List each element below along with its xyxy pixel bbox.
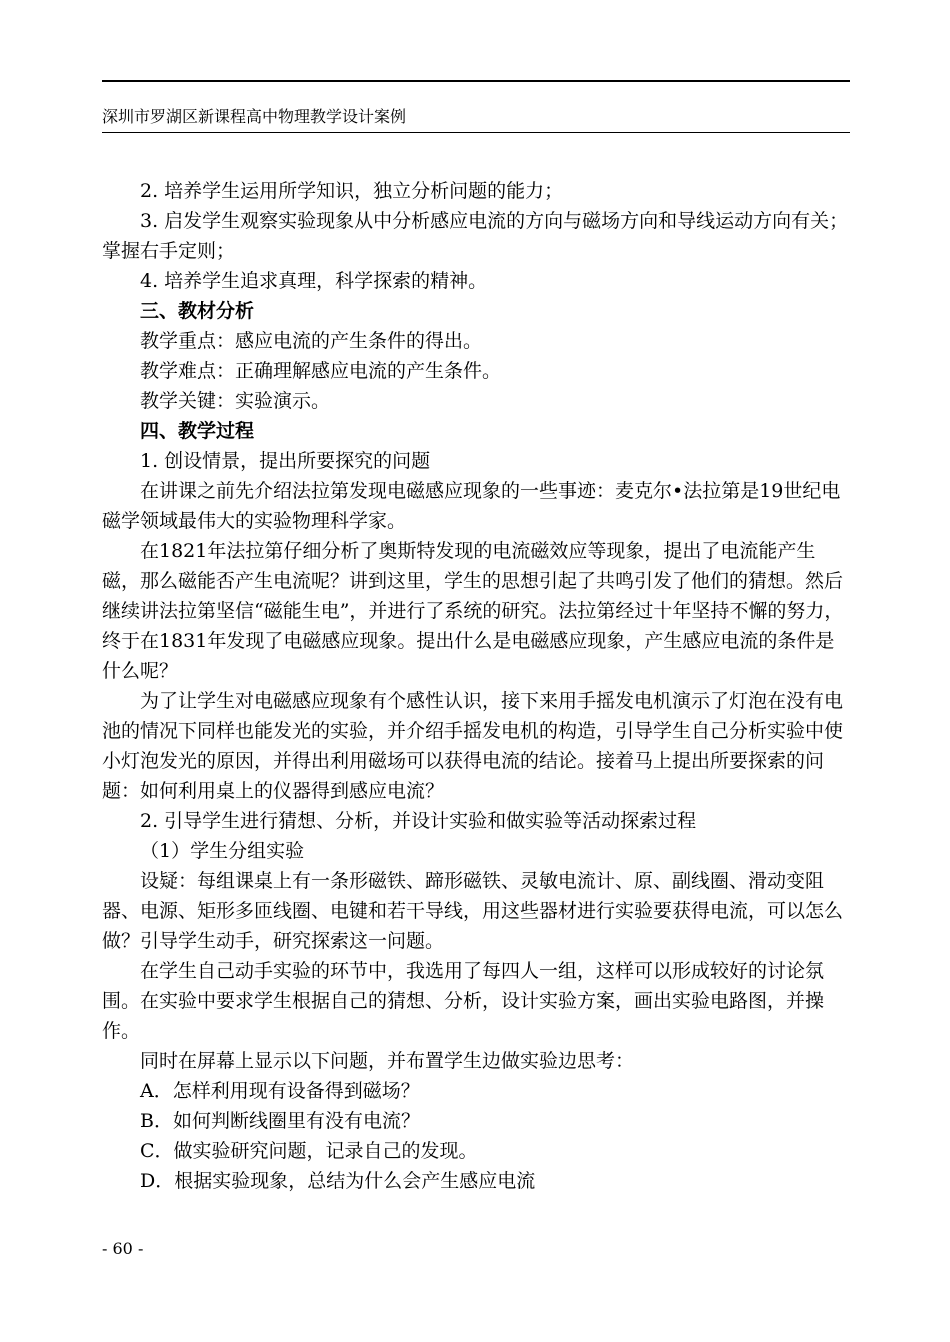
objective-4: 4. 培养学生追求真理，科学探索的精神。	[140, 270, 488, 292]
paragraph-group-discussion: 在学生自己动手实验的环节中，我选用了每四人一组，这样可以形成较好的讨论氛围。在实验中要求学生根据自己的猜想、分析，设计实验方案，画出实验电路图，并操作。	[102, 960, 825, 1042]
paragraph-question-setup: 设疑：每组课桌上有一条形磁铁、蹄形磁铁、灵敏电流计、原、副线圈、滑动变阻器、电源、矩形多匝线圈、电键和若干导线，用这些器材进行实验要获得电流，可以怎么做？引导学生动手，研究探索这一问题。	[102, 870, 844, 952]
objective-2: 2. 培养学生运用所学知识，独立分析问题的能力；	[140, 180, 564, 202]
teaching-difficulty: 教学难点：正确理解感应电流的产生条件。	[140, 360, 502, 382]
paragraph-faraday-intro: 在讲课之前先介绍法拉第发现电磁感应现象的一些事迹：麦克尔•法拉第是19世纪电磁学领域最伟大的实验物理科学家。	[102, 480, 841, 532]
header-top-rule	[102, 80, 850, 82]
step-2-title: 2. 引导学生进行猜想、分析，并设计实验和做实验等活动探索过程	[140, 810, 697, 832]
step-1-title: 1. 创设情景，提出所要探究的问题	[140, 450, 431, 472]
paragraph-screen-questions: 同时在屏幕上显示以下问题，并布置学生边做实验边思考：	[140, 1050, 635, 1072]
header-bottom-rule	[102, 132, 850, 133]
section-heading-teaching-process: 四、教学过程	[140, 420, 255, 442]
question-a: A．怎样利用现有设备得到磁场？	[140, 1080, 420, 1102]
paragraph-faraday-history: 在1821年法拉第仔细分析了奥斯特发现的电流磁效应等现象，提出了电流能产生磁，那么磁能否产生电流呢？讲到这里，学生的思想引起了共鸣引发了他们的猜想。然后继续讲法拉第坚信“磁能生电”，并进行了系统的研究。法拉第经过十年坚持不懈的努力，终于在1831年发现了电磁感应现象。提出什么是电磁感应现象，产生感应电流的条件是什么呢？	[102, 540, 844, 682]
teaching-focus: 教学重点：感应电流的产生条件的得出。	[140, 330, 483, 352]
sub-step-group-experiment: （1）学生分组实验	[140, 840, 305, 862]
section-heading-textbook-analysis: 三、教材分析	[140, 300, 255, 322]
objective-3: 3. 启发学生观察实验现象从中分析感应电流的方向与磁场方向和导线运动方向有关；掌握右手定则；	[102, 210, 849, 262]
paragraph-generator-demo: 为了让学生对电磁感应现象有个感性认识，接下来用手摇发电机演示了灯泡在没有电池的情况下同样也能发光的实验，并介绍手摇发电机的构造，引导学生自己分析实验中使小灯泡发光的原因，并得出利用磁场可以获得电流的结论。接着马上提出所要探索的问题：如何利用桌上的仪器得到感应电流？	[102, 690, 844, 802]
question-c: C．做实验研究问题，记录自己的发现。	[140, 1140, 478, 1162]
running-header: 深圳市罗湖区新课程高中物理教学设计案例	[102, 107, 407, 126]
page-number: - 60 -	[102, 1239, 144, 1258]
question-d: D．根据实验现象，总结为什么会产生感应电流	[140, 1170, 536, 1192]
body-text	[102, 176, 850, 1196]
teaching-key: 教学关键：实验演示。	[140, 390, 331, 412]
question-b: B．如何判断线圈里有没有电流？	[140, 1110, 420, 1132]
